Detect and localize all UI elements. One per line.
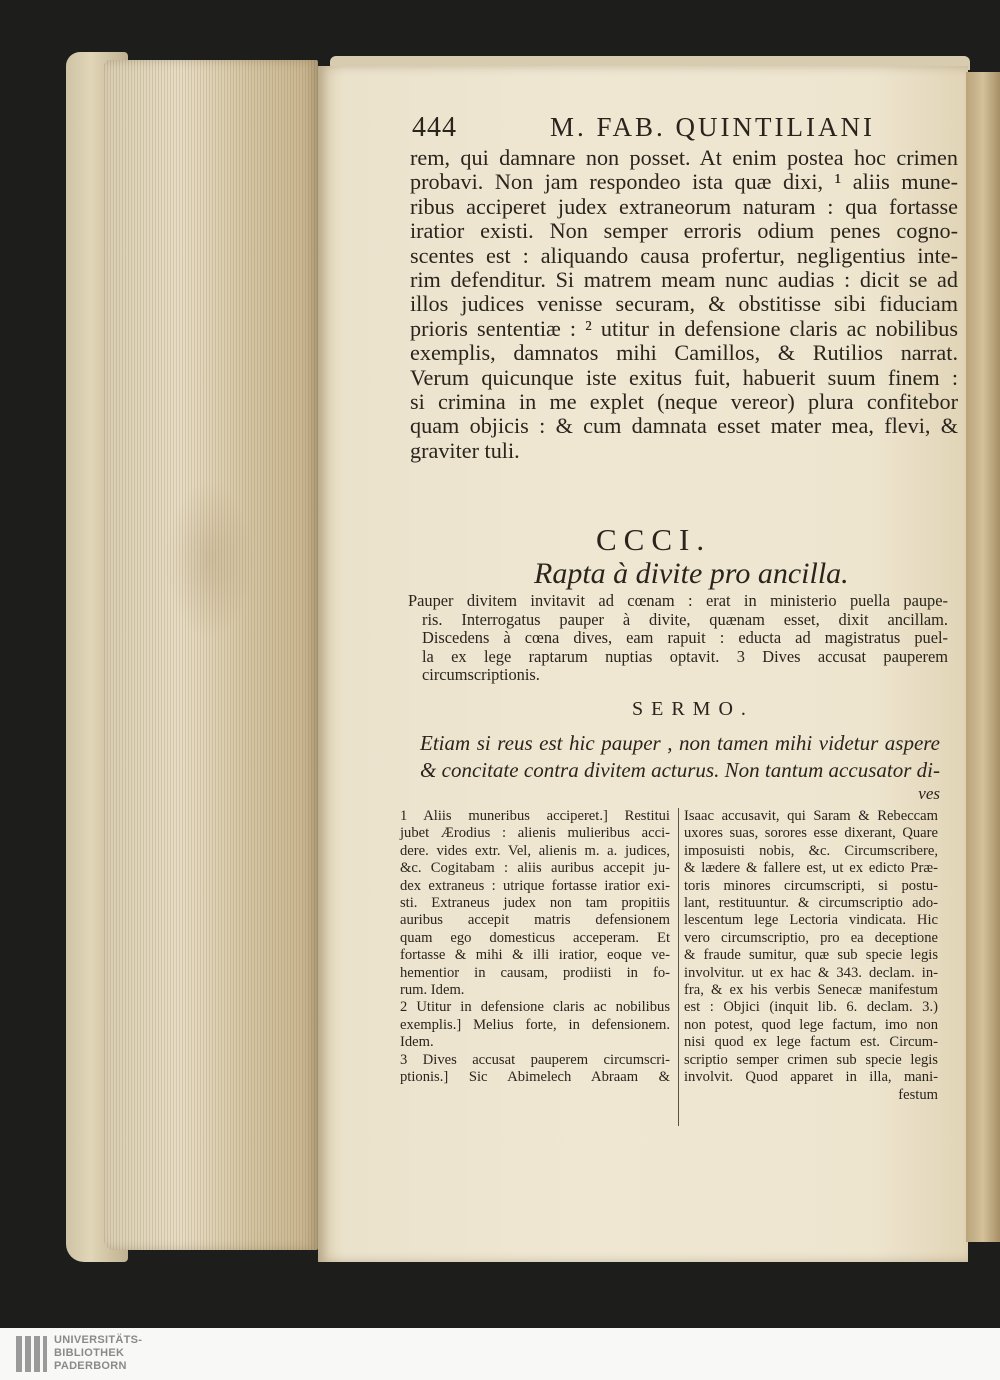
note-line: lant, restituuntur. & circumscriptio ado- <box>684 895 938 912</box>
text-line: Verum quicunque iste exitus fuit, habuerit suum finem : <box>410 364 958 390</box>
note-line: fortasse & mihi & illi iratior, eoque ve- <box>400 947 670 964</box>
note-line: auribus accepit matris defensionem <box>400 912 670 929</box>
argument-line: Pauper divitem invitavit ad cœnam : erat in ministerio puella paupe- <box>408 591 948 610</box>
note-line: toris minores circumscripti, si postu- <box>684 877 938 894</box>
note-line: & fraude sumitur, quæ sub specie legis <box>684 947 938 964</box>
library-logo-icon <box>14 1334 48 1374</box>
sermo-text <box>420 730 940 804</box>
notes-left-column <box>400 808 670 1087</box>
note-line: dere. vides extr. Vel, alienis m. a. judices, <box>400 842 670 859</box>
library-name-line: BIBLIOTHEK <box>54 1347 125 1359</box>
page-number: 444 <box>412 112 457 143</box>
sermo-line: Etiam si reus est hic pauper , non tamen mihi videtur aspere <box>420 731 940 755</box>
text-line: si crimina in me explet (neque vereor) plura confitebor <box>410 389 958 415</box>
note-line: dex extraneus : utrique fortasse iratior exi- <box>400 877 670 894</box>
catchword: ves <box>918 784 940 803</box>
library-name-line: PADERBORN <box>54 1360 127 1372</box>
text-line: iratior existi. Non semper erroris odium penes cogno- <box>410 218 958 244</box>
library-name-line: UNIVERSITÄTS- <box>54 1334 143 1346</box>
text-line: probavi. Non jam respondeo ista quæ dixi, ¹ aliis mune- <box>410 169 958 195</box>
note-line: vero circumscriptio, pro ea deceptione <box>684 929 938 946</box>
text-line: prioris sententiæ : ² utitur in defensione claris ac nobilibus <box>410 315 958 341</box>
note-line: scriptio semper crimen sub specie legis <box>684 1051 938 1068</box>
note-line: quam ego domesticus acceperam. Et <box>400 929 670 946</box>
note-line: festum <box>898 1086 938 1103</box>
note-line: exemplis.] Melius forte, in defensionem. <box>400 1016 670 1033</box>
note-line: ptionis.] Sic Abimelech Abraam & <box>400 1069 670 1086</box>
argument-line: circumscriptionis. <box>422 665 540 685</box>
note-line: fra, & ex his verbis Senecæ manifestum <box>684 982 938 999</box>
notes-right-column <box>684 808 938 1104</box>
text-line: exemplis, damnatos mihi Camillos, & Rutilios narrat. <box>410 340 958 366</box>
note-line: est : Objici (inquit lib. 6. declam. 3.) <box>684 999 938 1016</box>
running-head <box>412 112 952 146</box>
main-text-block <box>410 146 958 463</box>
note-line: imposuisti nobis, &c. Circumscribere, <box>684 842 938 859</box>
text-line: ribus acciperet judex extraneorum naturam : qua fortasse <box>410 193 958 219</box>
text-line: illos judices venisse securam, & obstitisse sibi fiduciam <box>410 291 958 317</box>
argument-line: la ex lege raptarum nuptias optavit. 3 Dives accusat pauperem <box>422 646 948 666</box>
notes-column-divider <box>678 808 679 1126</box>
note-line: &c. Cogitabam : aliis auribus accepit ju- <box>400 860 670 877</box>
note-line: 1 Aliis muneribus acciperet.] Restitui <box>400 808 670 824</box>
text-line: graviter tuli. <box>410 437 520 463</box>
page-edges <box>104 60 318 1250</box>
library-name <box>54 1334 142 1373</box>
sermo-heading: SERMO. <box>632 698 754 720</box>
note-line: involvit. Quod apparet in illa, mani- <box>684 1069 938 1086</box>
note-line: rum. Idem. <box>400 982 465 999</box>
note-line: 3 Dives accusat pauperem circumscri- <box>400 1051 670 1068</box>
argument-line: Discedens à cœna dives, eam rapuit : educta ad magistratus puel- <box>422 628 948 648</box>
note-line: involvitur. ut ex hac & 343. declam. in- <box>684 964 938 981</box>
note-line: non potest, quod lege factum, imo non <box>684 1016 938 1033</box>
text-line: rem, qui damnare non posset. At enim postea hoc crimen <box>410 145 958 170</box>
section-number: CCCI. <box>596 522 712 557</box>
note-line: Isaac accusavit, qui Saram & Rebeccam <box>684 808 938 824</box>
note-line: & lædere & fallere est, ut ex edicto Præ- <box>684 860 938 877</box>
note-line: uxores suas, sorores esse dixerant, Quare <box>684 825 938 842</box>
running-title: M. FAB. QUINTILIANI <box>550 112 875 142</box>
facing-page-edge <box>966 72 1000 1242</box>
argument-block <box>408 592 948 685</box>
note-line: lescentum lege Lectoria vindicata. Hic <box>684 912 938 929</box>
note-line: nisi quod ex lege factum est. Circum- <box>684 1034 938 1051</box>
note-line: sti. Extraneus judex non tam propitiis <box>400 895 670 912</box>
note-line: 2 Utitur in defensione claris ac nobilibus <box>400 999 670 1016</box>
sermo-line: & concitate contra divitem acturus. Non tantum accusator di- <box>420 758 940 782</box>
section-title: Rapta à divite pro ancilla. <box>534 557 849 590</box>
note-line: Idem. <box>400 1034 434 1051</box>
note-line: hementior in causam, prodiisti in fo- <box>400 964 670 981</box>
note-line: jubet Ærodius : alienis mulieribus acci- <box>400 825 670 842</box>
library-footer <box>0 1328 1000 1380</box>
text-line: quam objicis : & cum damnata esset mater mea, flevi, & <box>410 413 958 439</box>
argument-line: ris. Interrogatus pauper à divite, quænam esset, dixit ancillam. <box>422 609 948 629</box>
text-line: rim defenditur. Si matrem meam nunc audias : dicit se ad <box>410 267 958 293</box>
text-line: scentes est : aliquando causa profertur, negligentius inte- <box>410 242 958 268</box>
